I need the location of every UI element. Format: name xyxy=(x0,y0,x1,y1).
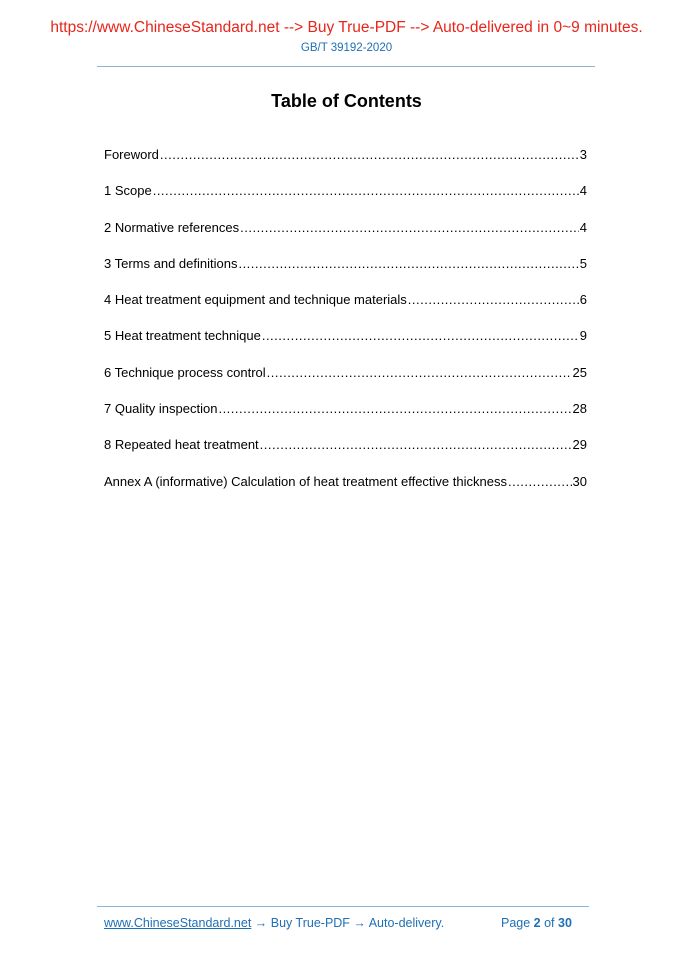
toc-entry-label: 1 Scope xyxy=(104,183,152,199)
page-current: 2 xyxy=(533,916,541,930)
footer-site-link[interactable]: www.ChineseStandard.net xyxy=(104,916,252,930)
toc-entry-page: 29 xyxy=(572,437,587,453)
toc-entry-annex-a[interactable] xyxy=(104,474,587,510)
toc-entry-foreword[interactable] xyxy=(104,147,587,183)
page-number xyxy=(501,916,572,930)
toc-leader-dots xyxy=(240,220,579,235)
toc-entry-label: Annex A (informative) Calculation of heat treatment effective thickness xyxy=(104,473,507,489)
page-prefix: Page xyxy=(501,916,534,930)
toc-leader-dots xyxy=(508,474,572,489)
toc-entry-page: 5 xyxy=(579,255,587,271)
toc-leader-dots xyxy=(218,401,571,416)
toc-leader-dots xyxy=(260,437,572,452)
top-banner[interactable]: https://www.ChineseStandard.net --> Buy True-PDF --> Auto-delivered in 0~9 minutes. xyxy=(50,19,643,36)
toc-entry-page: 6 xyxy=(579,292,587,308)
toc-entry-label: 5 Heat treatment technique xyxy=(104,328,261,344)
toc-entry-process-control[interactable] xyxy=(104,365,587,401)
toc-entry-label: 4 Heat treatment equipment and technique materials xyxy=(104,292,407,308)
toc-entry-page: 28 xyxy=(572,401,587,417)
toc-entry-repeated-heat-treatment[interactable] xyxy=(104,437,587,473)
toc-entry-normative-references[interactable] xyxy=(104,220,587,256)
toc-leader-dots xyxy=(262,328,579,343)
toc-entry-label: 7 Quality inspection xyxy=(104,401,218,417)
toc-entry-page: 4 xyxy=(579,219,587,235)
toc-entry-page: 30 xyxy=(572,473,587,489)
header-divider xyxy=(97,66,595,67)
toc-entry-page: 4 xyxy=(579,183,587,199)
toc-leader-dots xyxy=(153,183,579,198)
toc-leader-dots xyxy=(160,147,579,162)
toc-entry-scope[interactable] xyxy=(104,183,587,219)
toc-list xyxy=(104,147,587,510)
standard-code: GB/T 39192-2020 xyxy=(300,42,393,54)
toc-entry-heat-treatment-technique[interactable] xyxy=(104,328,587,364)
toc-entry-label: 3 Terms and definitions xyxy=(104,255,238,271)
toc-entry-quality-inspection[interactable] xyxy=(104,401,587,437)
toc-leader-dots xyxy=(238,256,578,271)
toc-entry-page: 25 xyxy=(572,364,587,380)
toc-entry-label: 8 Repeated heat treatment xyxy=(104,437,259,453)
toc-leader-dots xyxy=(267,365,572,380)
toc-entry-terms-definitions[interactable] xyxy=(104,256,587,292)
toc-entry-label: 2 Normative references xyxy=(104,219,240,235)
toc-entry-page: 3 xyxy=(579,147,587,162)
toc-entry-page: 9 xyxy=(579,328,587,344)
footer-divider xyxy=(97,906,589,907)
footer-tagline: → Buy True-PDF → Auto-delivery. xyxy=(251,916,445,930)
toc-entry-label: 6 Technique process control xyxy=(104,364,266,380)
toc-entry-label: Foreword xyxy=(104,147,159,162)
page-of: of xyxy=(540,916,558,930)
toc-title: Table of Contents xyxy=(271,91,422,111)
page-total: 30 xyxy=(558,916,572,930)
footer-promo xyxy=(104,916,444,930)
toc-entry-equipment-materials[interactable] xyxy=(104,292,587,328)
toc-leader-dots xyxy=(408,292,579,307)
